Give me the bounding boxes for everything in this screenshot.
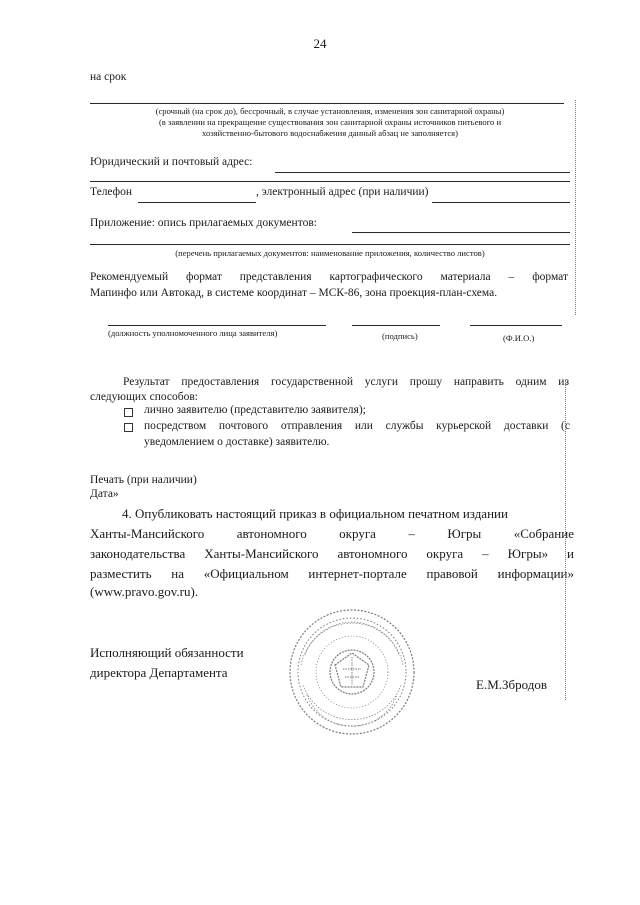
paragraph-4-line-3: законодательства Ханты-Мансийского автономного округа – Югры» и — [90, 546, 574, 561]
term-line — [90, 103, 564, 104]
signatory-title-1: Исполняющий обязанности — [90, 645, 244, 660]
email-line — [432, 202, 570, 203]
paragraph-4-line-2: Ханты-Мансийского автономного округа – Югры «Собрание — [90, 526, 574, 541]
result-line-1: Результат предоставления государственной услуги прошу направить одним из — [123, 376, 569, 388]
scan-edge-line-2 — [565, 380, 566, 700]
position-hint: (должность уполномоченного лица заявителя) — [108, 328, 278, 338]
scan-edge-line-1 — [575, 100, 576, 315]
address-label: Юридический и почтовый адрес: — [90, 156, 253, 168]
address-line-2 — [90, 181, 570, 182]
seal-line: Печать (при наличии) — [90, 474, 197, 486]
page-number: 24 — [313, 36, 327, 51]
option-mail-label-1: посредством почтового отправления или службы курьерской доставки (с — [144, 420, 570, 432]
result-line-2: следующих способов: — [90, 391, 198, 403]
format-note-line-2: Мапинфо или Автокад, в системе координат – МСК-86, зона проекция-план-схема. — [90, 287, 498, 299]
term-label: на срок — [90, 71, 127, 83]
option-mail-label-2: уведомлением о доставке) заявителю. — [144, 436, 330, 448]
paragraph-4-line-5: (www.pravo.gov.ru). — [90, 584, 199, 599]
signatory-title-2: директора Департамента — [90, 665, 228, 680]
term-hint-1: (срочный (на срок до), бессрочный, в случае установления, изменения зон санитарной охраны) — [155, 106, 505, 116]
format-note-line-1: Рекомендуемый формат представления картографического материала – формат — [90, 271, 568, 283]
address-line-1 — [275, 172, 570, 173]
email-label: , электронный адрес (при наличии) — [256, 186, 429, 198]
name-line — [470, 325, 562, 326]
term-hint-3: хозяйственно-бытового водоснабжения данный абзац не заполняется) — [202, 128, 458, 138]
attachment-line-1 — [352, 232, 570, 233]
phone-label: Телефон — [90, 186, 133, 198]
position-line — [108, 325, 326, 326]
signature-hint: (подпись) — [382, 331, 418, 341]
attachment-hint: (перечень прилагаемых документов: наименование приложения, количество листов) — [175, 248, 485, 258]
option-personal-label: лично заявителю (представителю заявителя); — [144, 404, 366, 416]
official-stamp-icon — [285, 605, 420, 740]
option-mail-checkbox[interactable] — [124, 423, 133, 432]
attachment-line-2 — [90, 244, 570, 245]
attachment-label: Приложение: опись прилагаемых документов: — [90, 217, 317, 229]
paragraph-4-line-4: разместить на «Официальном интернет-портале правовой информации» — [90, 566, 574, 581]
signatory-name: Е.М.Збродов — [476, 677, 548, 692]
option-personal-checkbox[interactable] — [124, 408, 133, 417]
phone-line — [138, 202, 256, 203]
name-hint: (Ф.И.О.) — [503, 333, 535, 343]
term-hint-2: (в заявлении на прекращение существования зон санитарной охраны источников питьевого и — [158, 117, 502, 127]
date-line: Дата» — [90, 488, 119, 500]
signature-line — [352, 325, 440, 326]
paragraph-4-line-1: 4. Опубликовать настоящий приказ в официальном печатном издании — [122, 506, 508, 521]
